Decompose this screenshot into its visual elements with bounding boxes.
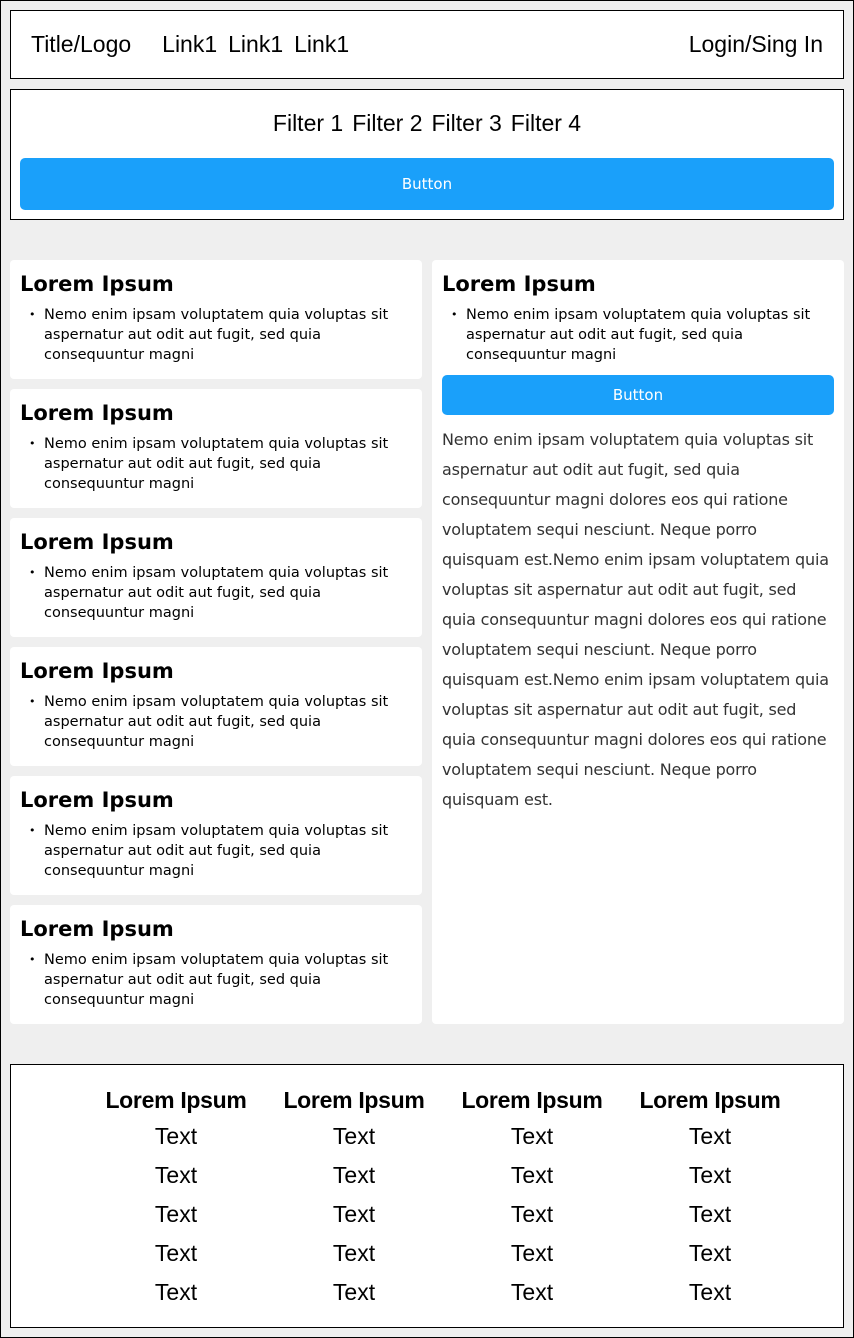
table-cell: Text <box>688 1279 732 1305</box>
column-header: Lorem Ipsum <box>461 1086 603 1113</box>
table-cell: Text <box>154 1162 198 1188</box>
detail-panel <box>432 260 844 1024</box>
table-header-row <box>87 1083 799 1117</box>
card-bullet: • Nemo enim ipsam voluptatem quia voluptas sit aspernatur aut odit aut fugit, sed quia consequuntur magni <box>20 821 412 881</box>
filter-list <box>11 110 843 137</box>
table-cell: Text <box>154 1240 198 1266</box>
table-cell: Text <box>510 1279 554 1305</box>
nav-links <box>162 31 349 58</box>
detail-button[interactable]: Button <box>442 375 834 415</box>
detail-body-text: Nemo enim ipsam voluptatem quia voluptas sit aspernatur aut odit aut fugit, sed quia consequuntur magni dolores eos qui ratione voluptatem sequi nesciunt. Neque porro quisquam est.Nemo enim ipsam voluptatem quia voluptas sit aspernatur aut odit aut fugit, sed quia consequuntur magni dolores eos qui ratione voluptatem sequi nesciunt. Neque porro quisquam est.Nemo enim ipsam voluptatem quia voluptas sit aspernatur aut odit aut fugit, sed quia consequuntur magni dolores eos qui ratione voluptatem sequi nesciunt. Neque porro quisquam est. <box>442 430 829 809</box>
nav-link-1[interactable]: Link1 <box>162 31 218 57</box>
table-cell: Text <box>154 1279 198 1305</box>
filter-3[interactable]: Filter 3 <box>431 110 502 136</box>
card-bullet: • Nemo enim ipsam voluptatem quia voluptas sit aspernatur aut odit aut fugit, sed quia consequuntur magni <box>20 692 412 752</box>
card-title: Lorem Ipsum <box>20 659 174 683</box>
card-bullet: • Nemo enim ipsam voluptatem quia voluptas sit aspernatur aut odit aut fugit, sed quia consequuntur magni <box>20 305 412 365</box>
list-card[interactable] <box>10 905 422 1024</box>
table-row <box>87 1117 799 1156</box>
table-cell: Text <box>332 1123 376 1149</box>
list-card[interactable] <box>10 647 422 766</box>
table-cell: Text <box>510 1162 554 1188</box>
detail-bullet: • Nemo enim ipsam voluptatem quia voluptas sit aspernatur aut odit aut fugit, sed quia consequuntur magni <box>442 305 834 365</box>
card-title: Lorem Ipsum <box>20 917 174 941</box>
table-cell: Text <box>332 1279 376 1305</box>
card-bullet: • Nemo enim ipsam voluptatem quia voluptas sit aspernatur aut odit aut fugit, sed quia consequuntur magni <box>20 563 412 623</box>
top-nav <box>10 10 844 79</box>
filter-apply-button[interactable]: Button <box>20 158 834 210</box>
list-card[interactable] <box>10 518 422 637</box>
card-bullet: • Nemo enim ipsam voluptatem quia voluptas sit aspernatur aut odit aut fugit, sed quia consequuntur magni <box>20 434 412 494</box>
table-cell: Text <box>154 1201 198 1227</box>
table-cell: Text <box>332 1240 376 1266</box>
table-cell: Text <box>332 1201 376 1227</box>
table-cell: Text <box>688 1162 732 1188</box>
nav-link-2[interactable]: Link1 <box>228 31 284 57</box>
table-cell: Text <box>154 1123 198 1149</box>
nav-link-3[interactable]: Link1 <box>294 31 350 57</box>
table-cell: Text <box>688 1123 732 1149</box>
footer-table-panel <box>10 1064 844 1328</box>
list-card[interactable] <box>10 776 422 895</box>
list-card[interactable] <box>10 389 422 508</box>
card-title: Lorem Ipsum <box>20 272 174 296</box>
card-bullet: • Nemo enim ipsam voluptatem quia voluptas sit aspernatur aut odit aut fugit, sed quia consequuntur magni <box>20 950 412 1010</box>
filter-2[interactable]: Filter 2 <box>352 110 423 136</box>
filter-4[interactable]: Filter 4 <box>510 110 582 136</box>
table-row <box>87 1234 799 1273</box>
table-cell: Text <box>510 1123 554 1149</box>
filter-1[interactable]: Filter 1 <box>272 110 344 136</box>
site-logo[interactable]: Title/Logo <box>31 31 132 57</box>
list-card[interactable] <box>10 260 422 379</box>
footer-table <box>87 1083 799 1312</box>
table-cell: Text <box>510 1201 554 1227</box>
table-cell: Text <box>688 1201 732 1227</box>
table-cell: Text <box>688 1240 732 1266</box>
table-cell: Text <box>332 1162 376 1188</box>
detail-title: Lorem Ipsum <box>442 272 596 296</box>
card-title: Lorem Ipsum <box>20 530 174 554</box>
table-row <box>87 1273 799 1312</box>
filter-bar <box>10 89 844 220</box>
login-link[interactable]: Login/Sing In <box>688 31 823 57</box>
column-header: Lorem Ipsum <box>283 1086 425 1113</box>
table-row <box>87 1195 799 1234</box>
column-header: Lorem Ipsum <box>105 1086 247 1113</box>
table-cell: Text <box>510 1240 554 1266</box>
card-title: Lorem Ipsum <box>20 788 174 812</box>
card-title: Lorem Ipsum <box>20 401 174 425</box>
table-row <box>87 1156 799 1195</box>
column-header: Lorem Ipsum <box>639 1086 781 1113</box>
